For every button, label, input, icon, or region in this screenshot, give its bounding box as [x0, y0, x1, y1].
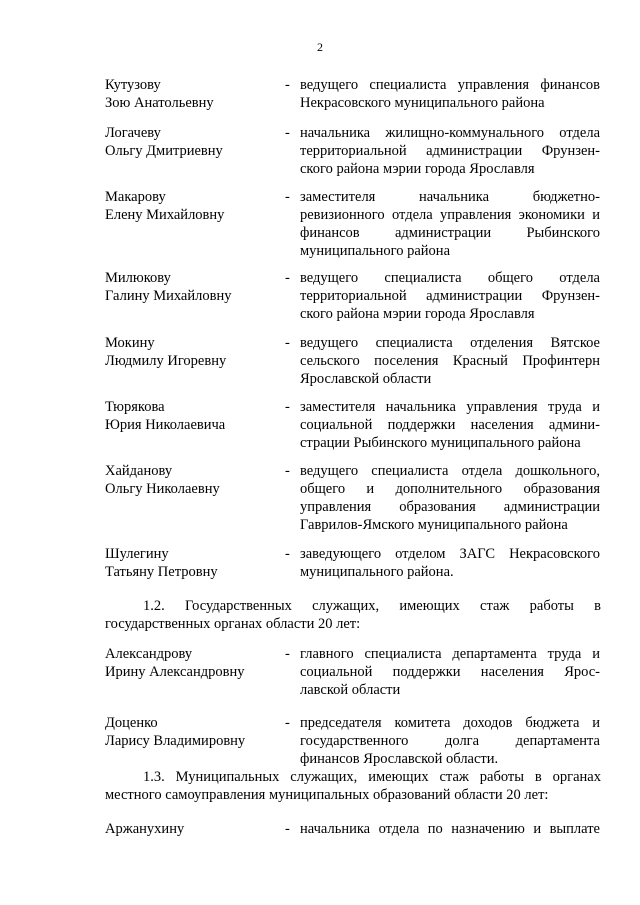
- paragraph-line: государственных органах области 20 лет:: [105, 616, 361, 632]
- description-line: начальника отдела по назначению и выплате: [300, 821, 600, 837]
- surname: Мокину: [105, 335, 155, 351]
- description-line: финансов администрации Рыбинского: [300, 225, 600, 241]
- given-names: Зою Анатольевну: [105, 95, 214, 111]
- surname: Доценко: [105, 715, 158, 731]
- description-line: председателя комитета доходов бюджета и: [300, 715, 600, 731]
- position-description: [300, 545, 600, 581]
- description-line: заведующего отделом ЗАГС Некрасовского: [300, 546, 600, 562]
- position-description: [300, 714, 600, 768]
- description-line: социальной поддержки населения Ярос-: [300, 664, 600, 680]
- description-line: сельского поселения Красный Профинтерн: [300, 353, 600, 369]
- surname: Макарову: [105, 189, 166, 205]
- surname: Хайданову: [105, 463, 173, 479]
- description-line: ского района мэрии города Ярославля: [300, 306, 535, 322]
- given-names: Людмилу Игоревну: [105, 353, 227, 369]
- description-line: Ярославской области: [300, 371, 432, 387]
- position-description: [300, 462, 600, 534]
- person-name: [105, 398, 280, 434]
- given-names: Ольгу Дмитриевну: [105, 143, 223, 159]
- dash: -: [285, 821, 290, 837]
- position-description: [300, 269, 600, 323]
- description-line: государственного долга департамента: [300, 733, 600, 749]
- person-name: [105, 76, 280, 112]
- dash: -: [285, 77, 290, 93]
- given-names: Ольгу Николаевну: [105, 481, 220, 497]
- position-description: [300, 334, 600, 388]
- surname: Кутузову: [105, 77, 161, 93]
- description-line: ведущего специалиста общего отдела: [300, 270, 600, 286]
- page-number: 2: [317, 40, 323, 54]
- description-line: ревизионного отдела управления экономики и: [300, 207, 600, 223]
- dash: -: [285, 125, 290, 141]
- description-line: главного специалиста департамента труда и: [300, 646, 600, 662]
- description-line: муниципального района: [300, 243, 450, 259]
- paragraph-line: 1.3. Муниципальных служащих, имеющих стаж работы в органах: [143, 769, 601, 785]
- dash: -: [285, 189, 290, 205]
- person-name: [105, 545, 280, 581]
- given-names: Юрия Николаевича: [105, 417, 226, 433]
- position-description: [300, 124, 600, 178]
- dash: -: [285, 335, 290, 351]
- section-paragraph-1-3: [105, 768, 601, 804]
- description-line: лавской области: [300, 682, 401, 698]
- person-name: [105, 269, 280, 305]
- position-description: [300, 398, 600, 452]
- position-description: [300, 820, 600, 838]
- surname: Тюрякова: [105, 399, 165, 415]
- given-names: Ирину Александровну: [105, 664, 245, 680]
- description-line: территориальной администрации Фрунзен-: [300, 143, 600, 159]
- surname: Милюкову: [105, 270, 171, 286]
- person-name: [105, 645, 280, 681]
- description-line: финансов Ярославской области.: [300, 751, 499, 767]
- position-description: [300, 188, 600, 260]
- surname: Аржанухину: [105, 821, 185, 837]
- description-line: заместителя начальника управления труда и: [300, 399, 600, 415]
- person-name: [105, 462, 280, 498]
- description-line: ведущего специалиста управления финансов: [300, 77, 600, 93]
- surname: Александрову: [105, 646, 193, 662]
- paragraph-line: 1.2. Государственных служащих, имеющих стаж работы в: [143, 598, 601, 614]
- surname: Шулегину: [105, 546, 169, 562]
- description-line: Гаврилов-Ямского муниципального района: [300, 517, 568, 533]
- description-line: начальника жилищно-коммунального отдела: [300, 125, 600, 141]
- description-line: заместителя начальника бюджетно-: [300, 189, 600, 205]
- paragraph-line: местного самоуправления муниципальных образований области 20 лет:: [105, 787, 549, 803]
- person-name: [105, 124, 280, 160]
- dash: -: [285, 715, 290, 731]
- description-line: Некрасовского муниципального района: [300, 95, 545, 111]
- person-name: [105, 188, 280, 224]
- description-line: ведущего специалиста отдела дошкольного,: [300, 463, 600, 479]
- given-names: Галину Михайловну: [105, 288, 232, 304]
- dash: -: [285, 270, 290, 286]
- dash: -: [285, 546, 290, 562]
- position-description: [300, 76, 600, 112]
- description-line: общего и дополнительного образования: [300, 481, 600, 497]
- description-line: ведущего специалиста отделения Вятское: [300, 335, 600, 351]
- position-description: [300, 645, 600, 699]
- given-names: Татьяну Петровну: [105, 564, 218, 580]
- dash: -: [285, 646, 290, 662]
- description-line: муниципального района.: [300, 564, 454, 580]
- dash: -: [285, 399, 290, 415]
- given-names: Елену Михайловну: [105, 207, 225, 223]
- description-line: страции Рыбинского муниципального района: [300, 435, 581, 451]
- description-line: ского района мэрии города Ярославля: [300, 161, 535, 177]
- dash: -: [285, 463, 290, 479]
- surname: Логачеву: [105, 125, 161, 141]
- section-paragraph-1-2: [105, 597, 601, 633]
- description-line: социальной поддержки населения админи-: [300, 417, 600, 433]
- description-line: территориальной администрации Фрунзен-: [300, 288, 600, 304]
- person-name: [105, 820, 280, 838]
- description-line: управления образования администрации: [300, 499, 600, 515]
- given-names: Ларису Владимировну: [105, 733, 246, 749]
- person-name: [105, 334, 280, 370]
- person-name: [105, 714, 280, 750]
